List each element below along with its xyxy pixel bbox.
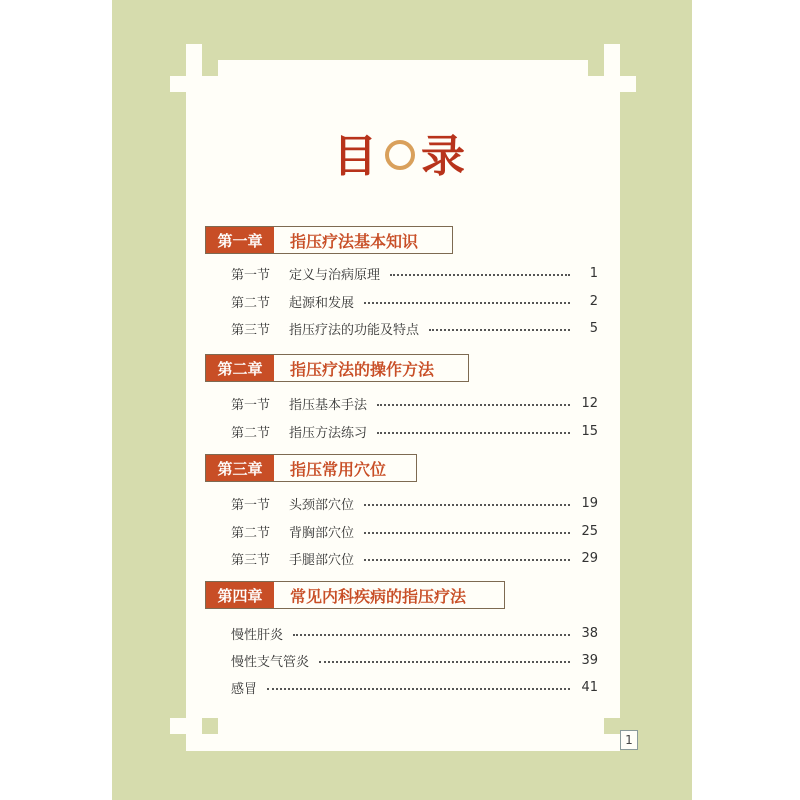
corner-ornament	[170, 718, 186, 734]
page-ref: 15	[581, 423, 598, 439]
leader-dots	[429, 329, 570, 331]
corner-ornament	[202, 718, 218, 734]
chapter-heading-2[interactable]	[205, 354, 469, 382]
entry-text: 慢性支气管炎	[231, 654, 310, 670]
page-ref: 38	[581, 625, 598, 641]
section-label: 第二节	[231, 425, 271, 441]
chapter-heading-4[interactable]	[205, 581, 505, 609]
entry-text: 指压基本手法	[289, 397, 368, 413]
leader-dots	[364, 302, 570, 304]
toc-entry[interactable]	[231, 291, 598, 311]
toc-entry[interactable]	[231, 421, 598, 441]
toc-entry[interactable]	[231, 263, 598, 283]
chapter-number: 第一章	[206, 227, 274, 253]
section-label: 第一节	[231, 497, 271, 513]
section-label: 第一节	[231, 397, 271, 413]
leader-dots	[377, 404, 570, 406]
corner-ornament	[604, 718, 620, 734]
corner-ornament	[202, 60, 218, 76]
toc-entry[interactable]	[231, 393, 598, 413]
page-ref: 12	[581, 395, 598, 411]
corner-ornament	[604, 44, 620, 60]
chapter-number: 第三章	[206, 455, 274, 481]
chapter-name: 指压常用穴位	[290, 459, 387, 479]
page-ref: 25	[581, 523, 598, 539]
title-char-2: 录	[421, 131, 467, 182]
page-ref: 5	[589, 320, 598, 336]
section-label: 第三节	[231, 322, 271, 338]
leader-dots	[364, 532, 570, 534]
toc-entry[interactable]	[231, 318, 598, 338]
corner-ornament	[588, 60, 604, 76]
page-ref: 19	[581, 495, 598, 511]
section-label: 第二节	[231, 525, 271, 541]
chapter-number: 第四章	[206, 582, 274, 608]
section-label: 第二节	[231, 295, 271, 311]
chapter-name: 指压疗法基本知识	[290, 231, 419, 251]
toc-entry[interactable]	[231, 623, 598, 643]
entry-text: 手腿部穴位	[289, 552, 355, 568]
corner-ornament	[170, 76, 186, 92]
ring-icon	[385, 140, 415, 170]
corner-ornament	[620, 76, 636, 92]
entry-text: 指压方法练习	[289, 425, 368, 441]
toc-entry[interactable]	[231, 493, 598, 513]
toc-entry[interactable]	[231, 548, 598, 568]
toc-entry[interactable]	[231, 650, 598, 670]
page-number: 1	[620, 730, 638, 750]
chapter-name: 常见内科疾病的指压疗法	[290, 586, 467, 606]
page-ref: 2	[589, 293, 598, 309]
title-char-1: 目	[333, 131, 379, 182]
leader-dots	[390, 274, 570, 276]
leader-dots	[377, 432, 570, 434]
page-ref: 39	[581, 652, 598, 668]
corner-ornament	[186, 44, 202, 60]
entry-text: 起源和发展	[289, 295, 355, 311]
entry-text: 慢性肝炎	[231, 627, 284, 643]
leader-dots	[293, 634, 570, 636]
section-label: 第一节	[231, 267, 271, 283]
chapter-name: 指压疗法的操作方法	[290, 359, 435, 379]
leader-dots	[364, 504, 570, 506]
chapter-number: 第二章	[206, 355, 274, 381]
entry-text: 指压疗法的功能及特点	[289, 322, 420, 338]
leader-dots	[319, 661, 570, 663]
entry-text: 头颈部穴位	[289, 497, 355, 513]
chapter-heading-3[interactable]	[205, 454, 417, 482]
leader-dots	[364, 559, 570, 561]
section-label: 第三节	[231, 552, 271, 568]
page-ref: 1	[589, 265, 598, 281]
page-title	[0, 120, 800, 184]
toc-entry[interactable]	[231, 521, 598, 541]
entry-text: 定义与治病原理	[289, 267, 381, 283]
page-ref: 41	[581, 679, 598, 695]
leader-dots	[267, 688, 570, 690]
toc-entry[interactable]	[231, 677, 598, 697]
entry-text: 背胸部穴位	[289, 525, 355, 541]
chapter-heading-1[interactable]	[205, 226, 453, 254]
page-ref: 29	[581, 550, 598, 566]
entry-text: 感冒	[231, 681, 258, 697]
